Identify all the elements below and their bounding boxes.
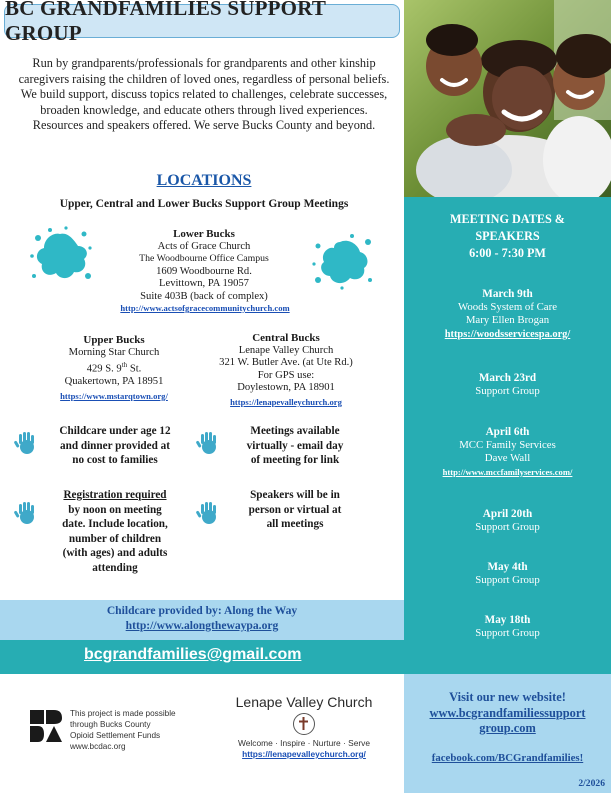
childcare-provider-bar xyxy=(0,600,404,640)
meeting-link[interactable]: https://woodsservicespa.org/ xyxy=(444,328,571,340)
info-line: virtually - email day xyxy=(246,439,344,452)
meeting-dates-title xyxy=(404,211,611,262)
meeting-date: March 9th xyxy=(482,288,533,300)
meeting-title-line: MEETING DATES & xyxy=(450,212,565,226)
lower-bucks-line: 1609 Woodbourne Rd. xyxy=(156,265,252,277)
family-photo xyxy=(404,0,611,197)
meeting-time: 6:00 - 7:30 PM xyxy=(469,246,546,260)
meeting-speaker-line: Support Group xyxy=(475,521,540,534)
central-bucks-name: Central Bucks xyxy=(252,332,320,344)
meeting-speaker-line: Support Group xyxy=(475,627,540,640)
meeting-item xyxy=(404,288,611,341)
central-bucks-line: Lenape Valley Church xyxy=(238,344,334,356)
meeting-speaker-line: MCC Family Services xyxy=(459,439,556,452)
paint-splat-left-icon xyxy=(30,226,92,284)
visit-website-text: Visit our new website! xyxy=(449,690,566,704)
speakers-info xyxy=(220,488,370,532)
upper-bucks-line: Quakertown, PA 18951 xyxy=(64,376,164,388)
locations-subheading: Upper, Central and Lower Bucks Support Group Meetings xyxy=(59,198,349,210)
upper-bucks-line: Morning Star Church xyxy=(68,346,160,358)
central-bucks-line: Doylestown, PA 18901 xyxy=(237,382,335,394)
lower-bucks-link[interactable]: http://www.actsofgracecommunitychurch.com xyxy=(120,303,290,313)
website-link-line[interactable]: www.bcgrandfamiliessupport xyxy=(429,706,586,720)
info-line: and dinner provided at xyxy=(60,439,170,452)
cross-emblem-icon xyxy=(293,713,315,735)
family-photo-image xyxy=(404,0,611,197)
upper-bucks-street: 429 S. 9 xyxy=(86,363,122,375)
lower-bucks-line: The Woodbourne Office Campus xyxy=(139,253,269,265)
meeting-date: May 4th xyxy=(487,561,528,573)
intro-paragraph: Run by grandparents/professionals for grandparents and other kinship caregivers raising the children of loved ones, regardless of personal beliefs. We build support, discuss topics related to challenges, celebrate successes, broaden knowledge, and educate others through lived experiences. Resources and speakers offered. We serve Bucks County and beyond. xyxy=(18,56,390,133)
lower-bucks-line: Acts of Grace Church xyxy=(157,240,251,252)
meeting-title-line: SPEAKERS xyxy=(475,229,540,243)
childcare-provider-link[interactable]: http://www.alongthewaypa.org xyxy=(125,619,279,632)
footer-website-panel xyxy=(404,674,611,793)
handprint-icon xyxy=(196,500,220,526)
footer-sponsors xyxy=(0,674,404,793)
central-bucks-address xyxy=(198,332,374,410)
handprint-icon xyxy=(196,430,220,456)
info-line: (with ages) and adults xyxy=(62,547,168,560)
upper-bucks-name: Upper Bucks xyxy=(83,334,145,346)
meeting-speaker-line: Mary Ellen Brogan xyxy=(465,314,550,327)
facebook-link[interactable]: facebook.com/BCGrandfamilies! xyxy=(431,752,584,764)
childcare-provider-text: Childcare provided by: Along the Way xyxy=(106,604,298,617)
info-line: attending xyxy=(92,561,138,574)
lvc-tagline: Welcome · Inspire · Nurture · Serve xyxy=(237,738,371,748)
lower-bucks-name: Lower Bucks xyxy=(173,228,235,240)
lenape-valley-church-logo xyxy=(216,694,392,759)
meeting-date: April 20th xyxy=(482,508,533,520)
virtual-info xyxy=(220,424,370,468)
info-line: Speakers will be in xyxy=(250,489,340,501)
meeting-item xyxy=(404,508,611,534)
lower-bucks-line: Levittown, PA 19057 xyxy=(159,278,249,290)
info-line: Childcare under age 12 xyxy=(59,425,171,437)
meeting-date: May 18th xyxy=(484,614,531,626)
info-line: all meetings xyxy=(266,518,324,531)
meeting-item xyxy=(404,426,611,479)
lower-bucks-address xyxy=(116,228,292,304)
handprint-icon xyxy=(14,430,38,456)
info-line: person or virtual at xyxy=(248,503,342,516)
meeting-dates-panel xyxy=(404,197,611,640)
info-line: Meetings available xyxy=(250,425,340,437)
upper-bucks-street-sup: th xyxy=(121,361,128,370)
upper-bucks-line xyxy=(26,359,202,376)
meeting-date: April 6th xyxy=(485,426,530,438)
lower-bucks-line: Suite 403B (back of complex) xyxy=(140,290,268,302)
meeting-speaker-line: Woods System of Care xyxy=(458,301,557,314)
handprint-icon xyxy=(14,500,38,526)
funding-line: Opioid Settlement Funds xyxy=(70,731,161,740)
info-line: of meeting for link xyxy=(250,454,340,467)
lvc-link[interactable]: https://lenapevalleychurch.org/ xyxy=(242,749,366,759)
info-line: no cost to families xyxy=(72,454,158,467)
upper-bucks-address xyxy=(26,334,202,404)
info-line: number of children xyxy=(68,532,162,545)
contact-email-link[interactable]: bcgrandfamilies@gmail.com xyxy=(84,646,302,663)
email-bar xyxy=(0,640,611,674)
flyer-date: 2/2026 xyxy=(578,778,605,789)
funding-line: This project is made possible xyxy=(70,709,176,718)
meeting-item xyxy=(404,561,611,587)
central-bucks-line: For GPS use: xyxy=(257,369,315,381)
childcare-info xyxy=(40,424,190,468)
central-bucks-line: 321 W. Butler Ave. (at Ute Rd.) xyxy=(219,357,353,369)
upper-bucks-street-end: St. xyxy=(127,363,142,375)
website-link[interactable] xyxy=(404,706,611,736)
funding-statement xyxy=(70,708,210,752)
meeting-item xyxy=(404,372,611,398)
funding-url: www.bcdac.org xyxy=(70,742,126,751)
registration-title: Registration required xyxy=(63,489,167,501)
central-bucks-link[interactable]: https://lenapevalleychurch.org xyxy=(230,396,342,407)
info-line: date. Include location, xyxy=(62,518,168,531)
lvc-name: Lenape Valley Church xyxy=(235,694,373,710)
upper-bucks-link[interactable]: https://www.mstarqtown.org/ xyxy=(60,390,168,401)
lower-bucks-link-wrap xyxy=(80,302,330,316)
page-title: BC GRANDFAMILIES SUPPORT GROUP xyxy=(5,0,326,45)
website-link-line[interactable]: group.com xyxy=(479,721,536,735)
meeting-date: March 23rd xyxy=(478,372,537,384)
meeting-link[interactable]: http://www.mccfamilyservices.com/ xyxy=(442,466,573,477)
meeting-speaker-line: Support Group xyxy=(475,574,540,587)
paint-splat-right-icon xyxy=(312,232,374,290)
bcda-logo-icon xyxy=(28,708,64,744)
locations-heading: LOCATIONS xyxy=(156,172,252,189)
funding-line: through Bucks County xyxy=(70,720,151,729)
meeting-item xyxy=(404,614,611,640)
meeting-speaker-line: Dave Wall xyxy=(484,452,531,465)
meeting-speaker-line: Support Group xyxy=(475,385,540,398)
title-banner xyxy=(4,0,400,45)
registration-info xyxy=(40,488,190,576)
info-line: by noon on meeting xyxy=(68,503,162,516)
